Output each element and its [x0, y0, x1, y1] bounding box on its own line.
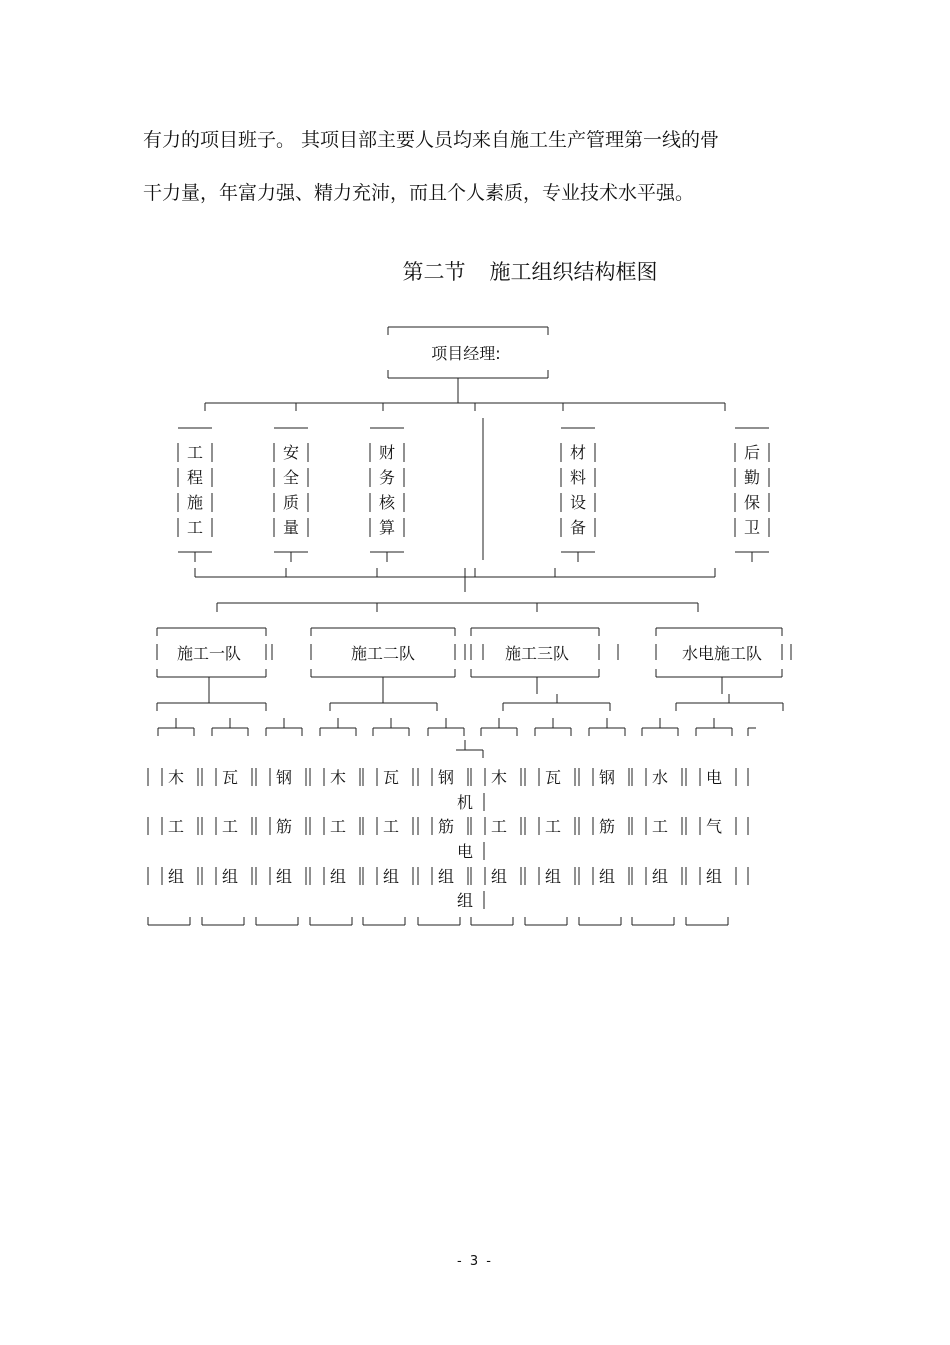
section-title: 施工组织结构框图: [489, 260, 658, 284]
group-label-char: 组: [598, 867, 616, 886]
dept-label-char: 卫: [743, 518, 761, 537]
section-number: 第二节: [402, 260, 466, 284]
group-label-char: 电: [705, 768, 723, 787]
dept-label-char: 料: [569, 468, 587, 487]
dept-label-char: 工: [186, 443, 204, 462]
group-label-char: 组: [382, 867, 400, 886]
group-label-char: 组: [329, 867, 347, 886]
group-label-char: 瓦: [544, 768, 562, 787]
dept-label-char: 设: [569, 493, 587, 512]
dept-label-char: 材: [569, 443, 587, 462]
dept-label-char: 勤: [743, 468, 761, 487]
group-label-char: 筋: [437, 817, 455, 836]
dept-label-char: 质: [282, 493, 300, 512]
group-label-char: 组: [221, 867, 239, 886]
page-number: - 3 -: [457, 1254, 493, 1269]
org-chart-labels: [168, 344, 762, 910]
group-label-char: 钢: [598, 768, 616, 787]
group-label-char: 工: [651, 817, 669, 836]
group-label-char: 组: [544, 867, 562, 886]
group-label-char: 气: [705, 817, 723, 836]
group-label-char: 钢: [437, 768, 455, 787]
group-label-char: 工: [221, 817, 239, 836]
org-chart-lines: [148, 327, 791, 925]
group-label-char: 木: [167, 768, 185, 787]
dept-label-char: 保: [743, 493, 761, 512]
group-label-char: 组: [651, 867, 669, 886]
group-label-char: 木: [490, 768, 508, 787]
dept-label-char: 施: [186, 493, 204, 512]
group-label-char: 瓦: [382, 768, 400, 787]
group-label-char: 筋: [598, 817, 616, 836]
dept-label-char: 量: [282, 518, 300, 537]
group-label-char: 组: [490, 867, 508, 886]
team-label: 施工一队: [176, 644, 242, 663]
dept-label-char: 安: [282, 443, 300, 462]
group-label-char: 工: [329, 817, 347, 836]
root-label: 项目经理:: [431, 344, 501, 363]
team-label: 施工二队: [350, 644, 416, 663]
group-label-char: 水: [651, 768, 669, 787]
extra-group-label-char: 组: [456, 891, 474, 910]
dept-label-char: 算: [378, 518, 396, 537]
dept-label-char: 全: [282, 468, 300, 487]
extra-group-label-char: 电: [456, 842, 474, 861]
group-label-char: 组: [275, 867, 293, 886]
group-label-char: 工: [167, 817, 185, 836]
group-label-char: 组: [705, 867, 723, 886]
group-label-char: 筋: [275, 817, 293, 836]
dept-label-char: 财: [378, 443, 396, 462]
body-text-line-1: 有力的项目班子。 其项目部主要人员均来自施工生产管理第一线的骨: [143, 129, 720, 151]
dept-label-char: 核: [378, 493, 396, 512]
team-label: 水电施工队: [681, 644, 763, 663]
group-label-char: 木: [329, 768, 347, 787]
group-label-char: 组: [167, 867, 185, 886]
dept-label-char: 务: [378, 468, 396, 487]
extra-group-label-char: 机: [456, 793, 474, 812]
body-text-line-2: 干力量，年富力强、精力充沛，而且个人素质，专业技术水平强。: [143, 182, 695, 204]
group-label-char: 钢: [275, 768, 293, 787]
group-label-char: 瓦: [221, 768, 239, 787]
dept-label-char: 程: [186, 468, 204, 487]
group-label-char: 工: [490, 817, 508, 836]
group-label-char: 工: [544, 817, 562, 836]
team-label: 施工三队: [504, 644, 570, 663]
group-label-char: 工: [382, 817, 400, 836]
dept-label-char: 后: [743, 443, 761, 462]
dept-label-char: 工: [186, 518, 204, 537]
group-label-char: 组: [437, 867, 455, 886]
dept-label-char: 备: [569, 518, 587, 537]
